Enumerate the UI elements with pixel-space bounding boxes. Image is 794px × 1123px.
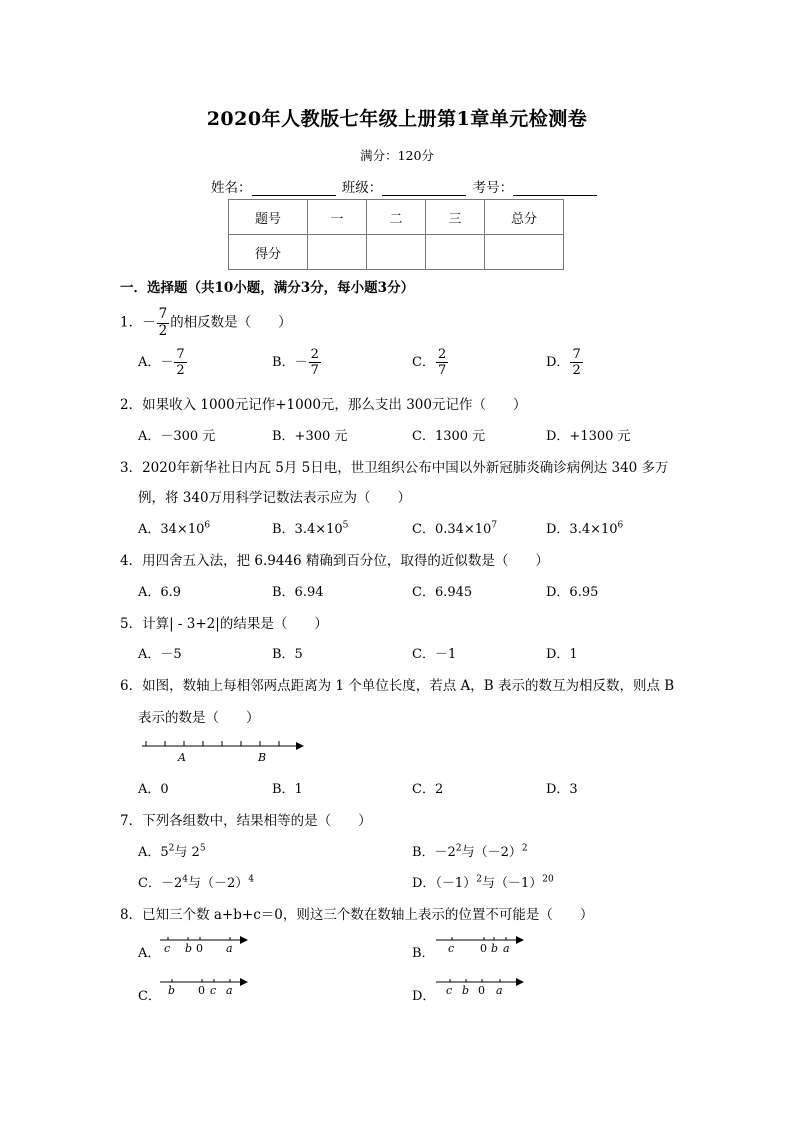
option-part: A．5 bbox=[138, 845, 169, 860]
score-cell-2[interactable] bbox=[367, 235, 426, 270]
q8-option-b-number-line[interactable] bbox=[434, 932, 528, 956]
frac-num: 7 bbox=[572, 347, 581, 362]
score-table-score-row bbox=[229, 235, 564, 270]
ticks bbox=[146, 741, 279, 746]
frac-den: 7 bbox=[310, 363, 319, 378]
option-label: B． bbox=[272, 355, 295, 370]
q7-option-d[interactable] bbox=[412, 872, 554, 891]
axis-arrow bbox=[296, 742, 304, 750]
mark-0: 0 bbox=[196, 942, 203, 955]
option-part: 与（－2） bbox=[461, 845, 522, 860]
frac-num: 2 bbox=[310, 347, 319, 362]
point-a-label: A bbox=[178, 751, 186, 764]
option-exponent: 4 bbox=[182, 874, 188, 885]
mark-b: b bbox=[491, 942, 499, 955]
option-exponent: 6 bbox=[204, 520, 211, 531]
q1-option-a[interactable] bbox=[138, 348, 188, 377]
q1-number: 1． bbox=[120, 314, 143, 331]
option-exponent: 5 bbox=[199, 843, 206, 854]
q1-text: 的相反数是（ ） bbox=[170, 314, 292, 331]
q3-option-a[interactable] bbox=[138, 518, 210, 537]
option-exponent: 2 bbox=[455, 843, 462, 854]
score-table-header-row bbox=[229, 200, 564, 235]
option-fraction bbox=[309, 348, 321, 377]
q1-sign: － bbox=[142, 314, 156, 331]
mark-a: a bbox=[496, 984, 503, 997]
mark-0: 0 bbox=[480, 942, 487, 955]
score-cell-total[interactable] bbox=[485, 235, 564, 270]
q4-option-d[interactable]: D．6.95 bbox=[546, 585, 599, 600]
q8-option-d-label[interactable]: D． bbox=[412, 989, 436, 1004]
q2-option-a[interactable]: A．－300 元 bbox=[138, 429, 216, 444]
q3-stem-line1: 3．2020年新华社日内瓦 5月 5日电，世卫组织公布中国以外新冠肺炎确诊病例达 340 多万 bbox=[120, 460, 669, 476]
q4-option-c[interactable]: C．6.945 bbox=[412, 585, 473, 600]
option-part: 与 2 bbox=[174, 845, 200, 860]
q3-option-c[interactable] bbox=[412, 518, 497, 537]
option-exponent: 2 bbox=[476, 874, 482, 885]
frac-den: 2 bbox=[176, 363, 185, 378]
mark-a: a bbox=[503, 942, 510, 955]
q8-option-a-label[interactable]: A． bbox=[138, 946, 161, 961]
frac-den: 7 bbox=[437, 363, 447, 378]
option-base: C．0.34×10 bbox=[412, 522, 492, 537]
mark-b: b bbox=[185, 942, 193, 955]
q6-stem-line1: 6．如图，数轴上每相邻两点距离为 1 个单位长度，若点 A，B 表示的数互为相反数，则点 B bbox=[120, 678, 675, 694]
frac-num: 7 bbox=[176, 347, 185, 362]
q1-option-d[interactable] bbox=[546, 348, 584, 377]
q2-stem: 2．如果收入 1000元记作+1000元，那么支出 300元记作（ ） bbox=[120, 397, 527, 413]
q3-option-b[interactable] bbox=[272, 518, 348, 537]
option-exponent: 2 bbox=[168, 843, 175, 854]
option-label: C． bbox=[412, 355, 435, 370]
header-cell-3: 三 bbox=[426, 200, 485, 235]
q2-option-b[interactable]: B．+300 元 bbox=[272, 429, 348, 444]
q3-option-d[interactable] bbox=[546, 518, 623, 537]
option-base: B．3.4×10 bbox=[272, 522, 343, 537]
section-heading: 一．选择题（共10小题，满分3分，每小题3分） bbox=[120, 280, 415, 296]
mark-c: c bbox=[164, 942, 171, 955]
q7-option-b[interactable] bbox=[412, 841, 528, 860]
q8-option-d-number-line[interactable] bbox=[434, 974, 528, 998]
q7-option-a[interactable] bbox=[138, 841, 206, 860]
q1-frac-den: 2 bbox=[158, 322, 168, 339]
q6-option-b[interactable]: B．1 bbox=[272, 782, 303, 797]
q1-option-c[interactable] bbox=[412, 348, 449, 377]
mark-a: a bbox=[226, 984, 233, 997]
mark-c: c bbox=[448, 942, 455, 955]
option-sign: － bbox=[294, 355, 308, 370]
option-base: A．34×10 bbox=[138, 522, 205, 537]
score-row-label: 得分 bbox=[229, 235, 308, 270]
option-sign: － bbox=[160, 355, 174, 370]
mark-c: c bbox=[446, 984, 453, 997]
option-fraction bbox=[436, 348, 448, 377]
q8-option-c-number-line[interactable] bbox=[158, 974, 252, 998]
q5-option-a[interactable]: A．－5 bbox=[138, 647, 182, 662]
option-label: A． bbox=[138, 355, 161, 370]
q1-option-b[interactable] bbox=[272, 348, 322, 377]
q6-option-a[interactable]: A．0 bbox=[138, 782, 169, 797]
frac-num: 2 bbox=[437, 347, 447, 362]
q8-option-c-label[interactable]: C． bbox=[138, 989, 161, 1004]
score-table bbox=[228, 199, 564, 270]
q4-stem: 4．用四舍五入法，把 6.9446 精确到百分位，取得的近似数是（ ） bbox=[120, 553, 549, 569]
q6-stem-line2: 表示的数是（ ） bbox=[138, 710, 260, 726]
header-cell-label: 题号 bbox=[229, 200, 308, 235]
mark-0: 0 bbox=[478, 984, 485, 997]
name-label: 姓名： bbox=[211, 180, 252, 196]
student-info bbox=[211, 176, 599, 196]
q3-stem-line2: 例，将 340万用科学记数法表示应为（ ） bbox=[138, 490, 412, 506]
q6-number-line bbox=[138, 734, 308, 766]
option-label: D． bbox=[546, 355, 570, 370]
q7-stem: 7．下列各组数中，结果相等的是（ ） bbox=[120, 813, 372, 829]
q4-option-b[interactable]: B．6.94 bbox=[272, 585, 324, 600]
q8-option-a-number-line[interactable] bbox=[158, 932, 252, 956]
option-part: B．－2 bbox=[412, 845, 456, 860]
page-title: 2020年人教版七年级上册第1章单元检测卷 bbox=[206, 108, 588, 130]
name-blank[interactable] bbox=[252, 181, 336, 196]
q8-option-b-label[interactable]: B． bbox=[412, 946, 435, 961]
q1-fraction bbox=[157, 308, 170, 338]
q7-option-c[interactable] bbox=[138, 872, 254, 891]
q4-option-a[interactable]: A．6.9 bbox=[138, 585, 182, 600]
option-base: D．3.4×10 bbox=[546, 522, 618, 537]
mark-b: b bbox=[168, 984, 176, 997]
score-cell-3[interactable] bbox=[426, 235, 485, 270]
mark-0: 0 bbox=[198, 984, 205, 997]
number-label: 考号： bbox=[472, 180, 514, 196]
header-cell-1: 一 bbox=[308, 200, 367, 235]
q6-option-d[interactable]: D．3 bbox=[546, 782, 578, 797]
full-score: 满分：120分 bbox=[360, 148, 434, 163]
mark-a: a bbox=[226, 942, 233, 955]
q2-option-c[interactable]: C．1300 元 bbox=[412, 429, 486, 444]
q5-option-c[interactable]: C．－1 bbox=[412, 647, 457, 662]
mark-c: c bbox=[210, 984, 217, 997]
option-exponent: 5 bbox=[342, 520, 349, 531]
number-blank[interactable] bbox=[513, 181, 597, 196]
q5-option-d[interactable]: D．1 bbox=[546, 647, 578, 662]
q1-stem bbox=[120, 308, 292, 338]
header-cell-2: 二 bbox=[367, 200, 426, 235]
option-part: C．－2 bbox=[138, 876, 183, 891]
option-fraction bbox=[174, 348, 186, 377]
q8-stem: 8．已知三个数 a+b+c＝0，则这三个数在数轴上表示的位置不可能是（ ） bbox=[120, 907, 594, 923]
class-blank[interactable] bbox=[382, 181, 466, 196]
option-part: D．（－1） bbox=[412, 876, 477, 891]
option-exponent: 4 bbox=[248, 874, 254, 885]
q1-frac-num: 7 bbox=[158, 306, 168, 322]
option-fraction bbox=[570, 348, 582, 377]
q5-stem: 5．计算| - 3+2|的结果是（ ） bbox=[120, 616, 328, 632]
option-part: 与（－1） bbox=[481, 876, 543, 891]
score-cell-1[interactable] bbox=[308, 235, 367, 270]
option-exponent: 20 bbox=[542, 874, 554, 885]
option-part: 与（－2） bbox=[187, 876, 249, 891]
option-exponent: 7 bbox=[491, 520, 498, 531]
header-cell-total: 总分 bbox=[485, 200, 564, 235]
option-exponent: 2 bbox=[521, 843, 528, 854]
option-exponent: 6 bbox=[617, 520, 624, 531]
q2-option-d[interactable]: D．+1300 元 bbox=[546, 429, 631, 444]
frac-den: 2 bbox=[572, 363, 581, 378]
class-label: 班级： bbox=[341, 180, 383, 196]
q6-option-c[interactable]: C．2 bbox=[412, 782, 444, 797]
q5-option-b[interactable]: B．5 bbox=[272, 647, 303, 662]
mark-b: b bbox=[462, 984, 470, 997]
point-b-label: B bbox=[258, 751, 267, 764]
